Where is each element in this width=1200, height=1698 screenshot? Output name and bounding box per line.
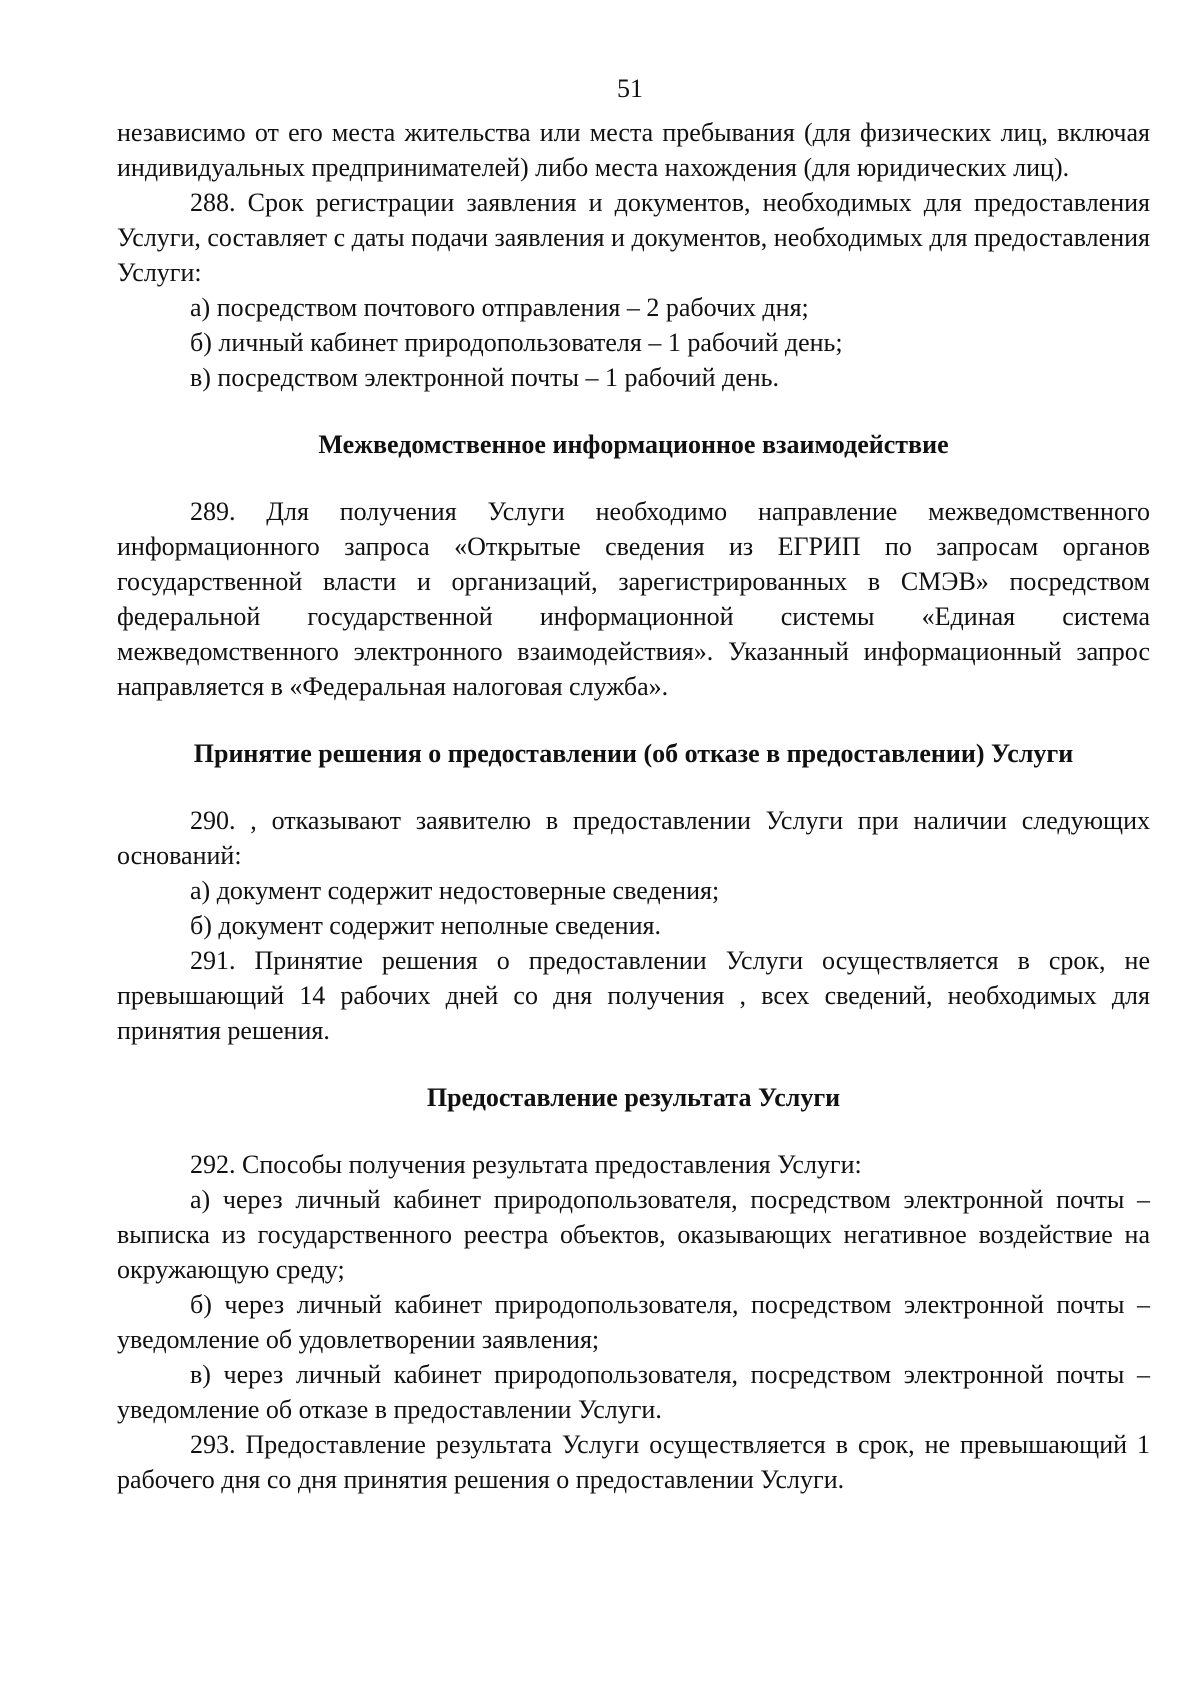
paragraph-290: 290. , отказывают заявителю в предоставлении Услуги при наличии следующих оснований: [117, 806, 1150, 870]
list-item-288c: в) посредством электронной почты – 1 рабочий день. [190, 363, 780, 392]
paragraph-continuation: независимо от его места жительства или места пребывания (для физических лиц, включая индивидуальных предпринимателей) либо места нахождения (для юридических лиц). [117, 118, 1150, 182]
paragraph-291: 291. Принятие решения о предоставлении Услуги осуществляется в срок, не превышающий 14 рабочих дней со дня получения , всех сведений, необходимых для принятия решения. [117, 946, 1150, 1045]
section-heading-result: Предоставление результата Услуги [426, 1083, 841, 1112]
list-item-292c: в) через личный кабинет природопользователя, посредством электронной почты – уведомление об отказе в предоставлении Услуги. [117, 1360, 1150, 1424]
section-heading-interagency: Межведомственное информационное взаимодействие [318, 430, 949, 459]
paragraph-292: 292. Способы получения результата предоставления Услуги: [190, 1150, 862, 1179]
page-content [117, 115, 1150, 1497]
paragraph-288: 288. Срок регистрации заявления и документов, необходимых для предоставления Услуги, составляет с даты подачи заявления и документов, необходимых для предоставления Услуги: [117, 188, 1150, 287]
list-item-292a: а) через личный кабинет природопользователя, посредством электронной почты – выписка из государственного реестра объектов, оказывающих негативное воздействие на окружающую среду; [117, 1185, 1150, 1284]
section-heading-decision: Принятие решения о предоставлении (об отказе в предоставлении) Услуги [193, 739, 1074, 768]
paragraph-293: 293. Предоставление результата Услуги осуществляется в срок, не превышающий 1 рабочего дня со дня принятия решения о предоставлении Услуги. [117, 1430, 1150, 1494]
list-item-290b: б) документ содержит неполные сведения. [190, 911, 661, 940]
list-item-290a: а) документ содержит недостоверные сведения; [190, 876, 720, 905]
page-number: 51 [617, 74, 643, 103]
list-item-292b: б) через личный кабинет природопользователя, посредством электронной почты – уведомление об удовлетворении заявления; [117, 1290, 1150, 1354]
list-item-288a: а) посредством почтового отправления – 2 рабочих дня; [190, 293, 809, 322]
paragraph-289: 289. Для получения Услуги необходимо направление межведомственного информационного запроса «Открытые сведения из ЕГРИП по запросам органов государственной власти и организаций, зарегистрированных в СМЭВ» посредством федеральной государственной информационной системы «Единая система межведомственного электронного взаимодействия». Указанный информационный запрос направляется в «Федеральная налоговая служба». [117, 497, 1150, 701]
list-item-288b: б) личный кабинет природопользователя – 1 рабочий день; [190, 328, 843, 357]
